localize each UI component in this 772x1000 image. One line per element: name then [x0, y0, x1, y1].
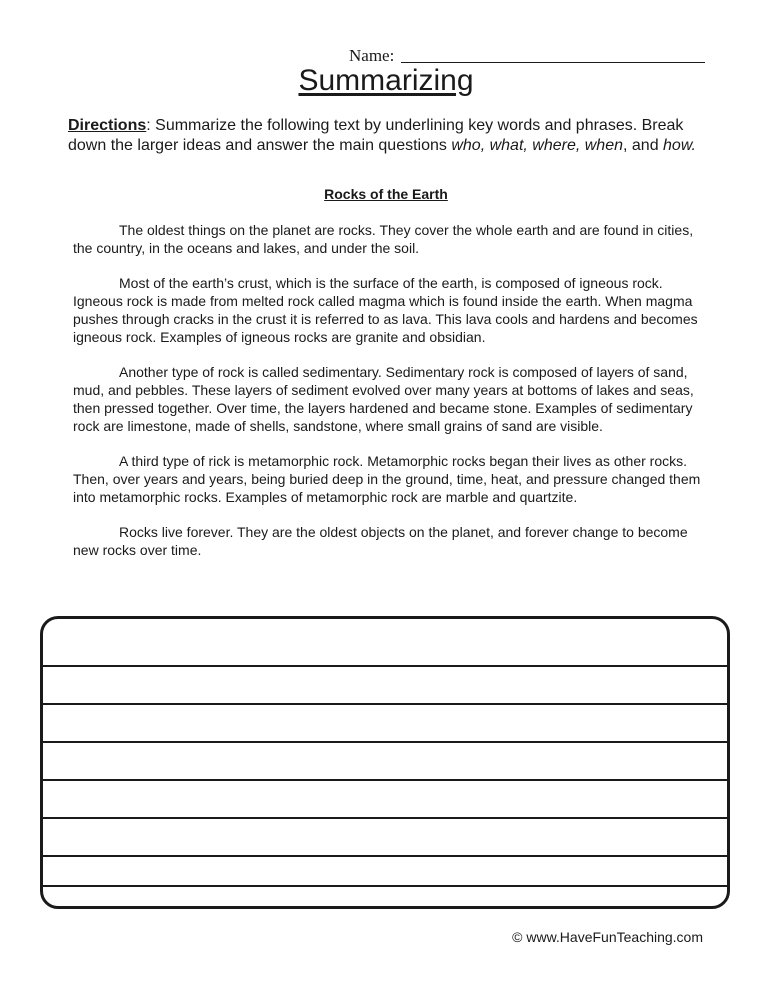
passage — [73, 221, 703, 576]
name-label: Name: — [349, 46, 395, 65]
passage-paragraph: Rocks live forever. They are the oldest objects on the planet, and forever change to become new rocks over time. — [73, 524, 688, 558]
directions-questions: who, what, where, when — [451, 137, 623, 154]
directions — [68, 116, 718, 156]
passage-paragraph: A third type of rick is metamorphic rock. Metamorphic rocks began their lives as other rocks. Then, over years and years, being buried deep in the ground, time, heat, and pressure changed them into metamorphic rocks. Examples of metamorphic rock are marble and quartzite. — [73, 453, 701, 505]
copyright-footer: © www.HaveFunTeaching.com — [512, 929, 703, 945]
answer-line — [43, 703, 727, 705]
directions-text-2: , and — [623, 137, 664, 154]
passage-paragraph: Another type of rock is called sedimentary. Sedimentary rock is composed of layers of sand, mud, and pebbles. These layers of sediment evolved over many years at bottoms of lakes and seas, then pressed together. Over time, the layers hardened and became stone. Examples of sedimentary rock are limestone, made of shells, sandstone, where small grains of sand are visible. — [73, 364, 694, 434]
answer-line — [43, 741, 727, 743]
answer-line — [43, 885, 727, 887]
answer-line — [43, 855, 727, 857]
directions-last-question: how. — [663, 137, 696, 154]
worksheet-title: Summarizing — [298, 64, 474, 97]
summary-answer-box[interactable] — [40, 616, 730, 909]
passage-title: Rocks of the Earth — [324, 186, 448, 202]
answer-line — [43, 665, 727, 667]
directions-text-1: : Summarize the following text by underlining key words and phrases. Break down the larger ideas and answer the main questions — [68, 117, 684, 154]
directions-label: Directions — [68, 117, 147, 134]
answer-line — [43, 779, 727, 781]
passage-paragraph: Most of the earth’s crust, which is the surface of the earth, is composed of igneous rock. Igneous rock is made from melted rock called magma which is found inside the earth. When magma pushes through cracks in the crust it is referred to as lava. This lava cools and hardens and becomes igneous rock. Examples of igneous rocks are granite and obsidian. — [73, 275, 698, 345]
passage-paragraph: The oldest things on the planet are rocks. They cover the whole earth and are found in cities, the country, in the oceans and lakes, and under the soil. — [73, 222, 694, 256]
answer-line — [43, 817, 727, 819]
name-input-line[interactable] — [401, 62, 705, 63]
